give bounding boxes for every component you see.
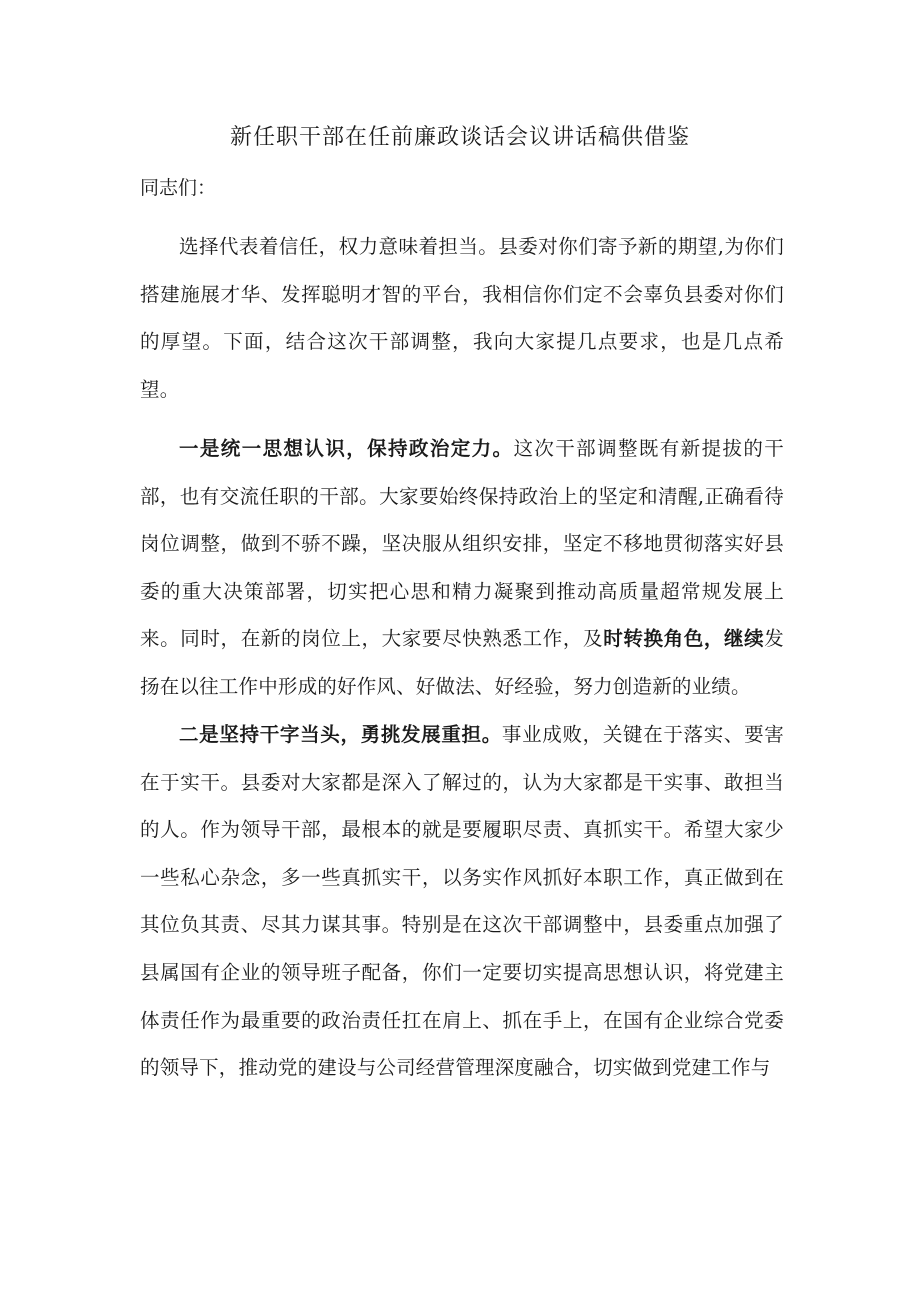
paragraph-point-one-text-a: 这次干部调整既有新提拔的干部，也有交流任职的干部。大家要始终保持政治上的坚定和清醒,正确看待岗位调整，做到不骄不躁，坚决服从组织安排，坚定不移地贯彻落实好县委的重大决策部署，切实把心思和精力凝聚到推动高质量超常规发展上来。同时，在新的岗位上，大家要尽快熟悉工作，及 [140, 437, 784, 651]
paragraph-point-two [140, 711, 784, 1092]
paragraph-point-two-text: 事业成败，关键在于落实、要害在于实干。县委对大家都是深入了解过的，认为大家都是干实事、敢担当的人。作为领导干部，最根本的就是要履职尽责、真抓实干。希望大家少一些私心杂念，多一些真抓实干，以务实作风抓好本职工作，真正做到在其位负其责、尽其力谋其事。特别是在这次干部调整中，县委重点加强了县属国有企业的领导班子配备，你们一定要切实提高思想认识，将党建主体责任作为最重要的政治责任扛在肩上、抓在手上，在国有企业综合党委的领导下，推动党的建设与公司经营管理深度融合，切实做到党建工作与 [140, 723, 784, 1080]
paragraph-point-two-heading: 二是坚持干字当头，勇挑发展重担。 [179, 723, 502, 746]
paragraph-point-one-heading: 一是统一思想认识，保持政治定力。 [179, 437, 514, 460]
paragraph-point-one-text-b: 发扬在以往工作中形成的好作风、好做法、好经验，努力创造新的业绩。 [140, 627, 784, 698]
document-title: 新任职干部在任前廉政谈话会议讲话稿供借鉴 [229, 125, 690, 150]
paragraph-point-one [140, 425, 784, 711]
paragraph-point-one-bold-inline: 时转换角色，继续 [603, 627, 765, 651]
paragraph-intro: 选择代表着信任，权力意味着担当。县委对你们寄予新的期望,为你们搭建施展才华、发挥聪明才智的平台，我相信你们定不会辜负县委对你们的厚望。下面，结合这次干部调整，我向大家提几点要求，也是几点希望。 [140, 235, 784, 401]
salutation: 同志们： [140, 177, 217, 199]
